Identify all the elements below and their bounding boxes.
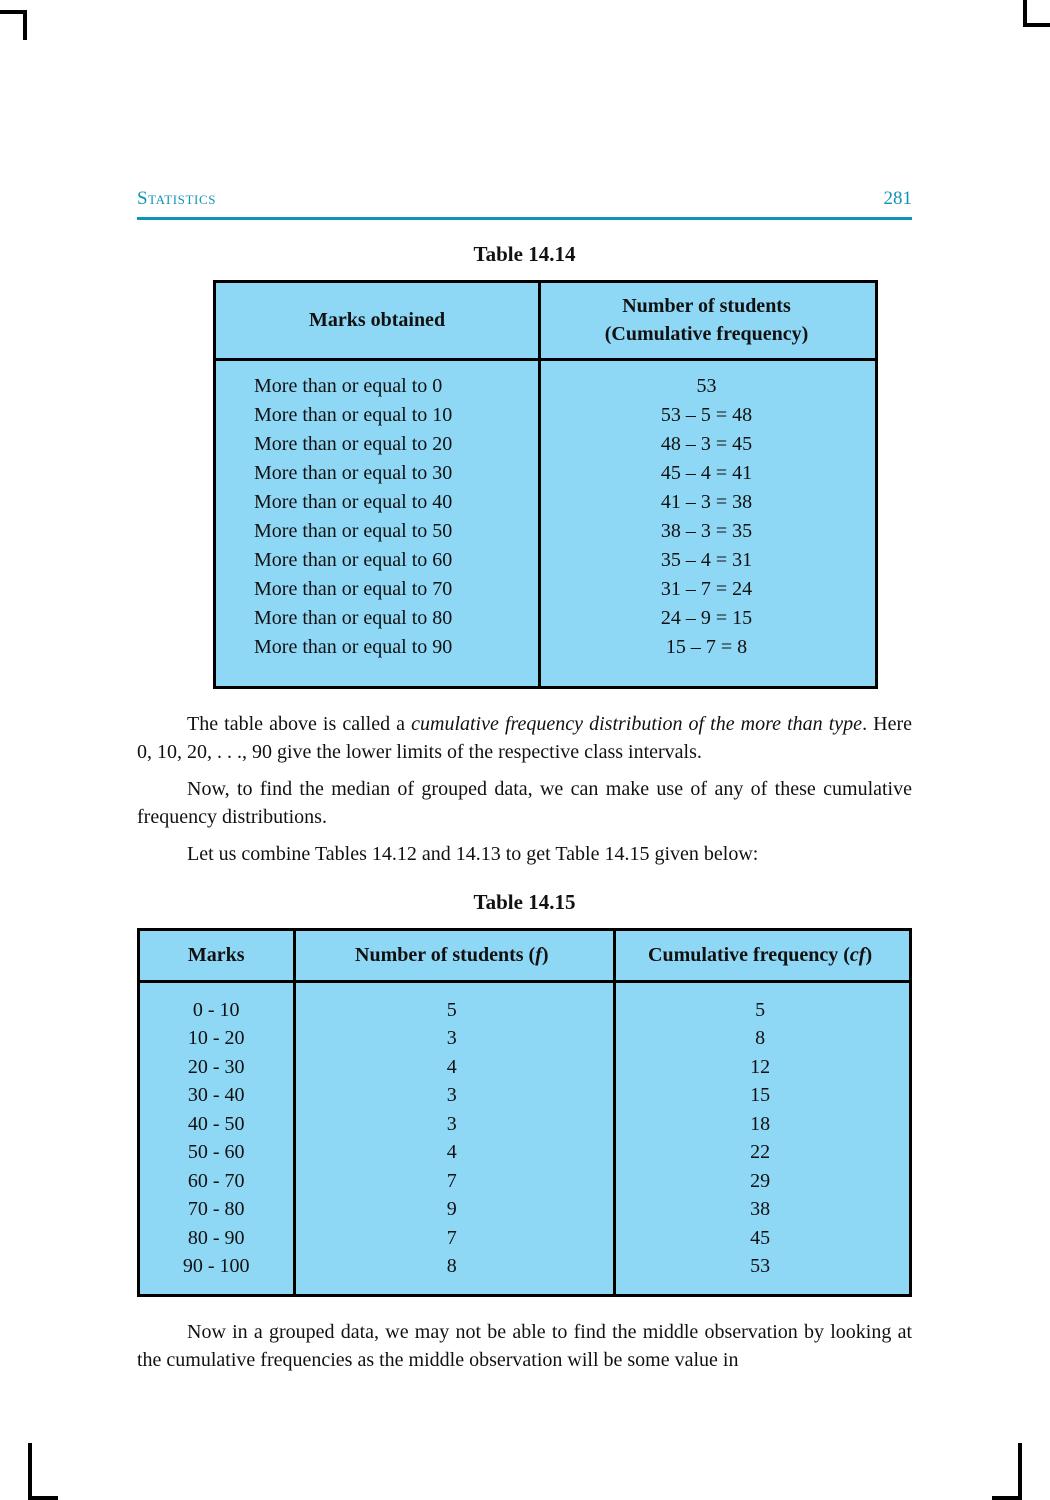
cell-students: 7: [446, 1226, 457, 1249]
table-row: [216, 633, 875, 662]
column-divider: [293, 931, 296, 1294]
cell-marks: 20 - 30: [187, 1055, 245, 1078]
header-italic-f: f: [535, 944, 542, 966]
row-value: 53: [696, 375, 717, 397]
cell-cf: 18: [750, 1112, 771, 1135]
cell-marks: 10 - 20: [187, 1027, 245, 1050]
paragraph-text: The table above is called a: [187, 713, 412, 735]
header-line-1: Number of students: [622, 295, 791, 317]
table-row: [140, 1110, 909, 1139]
cell-students: 5: [446, 998, 457, 1021]
row-value: 48 – 3 = 45: [660, 433, 753, 455]
table-header-row: [216, 283, 875, 361]
cell-students: 4: [446, 1141, 457, 1164]
crop-mark-top-right: [1023, 0, 1050, 27]
cell-cf: 22: [750, 1141, 771, 1164]
cell-marks: 50 - 60: [187, 1141, 245, 1164]
paragraph-combine-tables: Let us combine Tables 14.12 and 14.13 to get Table 14.15 given below:: [187, 843, 759, 865]
row-label: More than or equal to 90: [254, 636, 453, 658]
row-value: 53 – 5 = 48: [660, 404, 753, 426]
cell-cf: 15: [750, 1084, 771, 1107]
table-row: [216, 401, 875, 430]
cell-students: 8: [446, 1255, 457, 1278]
cell-students: 3: [446, 1084, 457, 1107]
table-row: [140, 1224, 909, 1253]
running-header: [137, 188, 912, 210]
row-label: More than or equal to 10: [254, 404, 453, 426]
column-divider: [538, 283, 541, 686]
table-row: [216, 575, 875, 604]
cell-marks: 90 - 100: [182, 1255, 250, 1278]
row-label: More than or equal to 60: [254, 549, 453, 571]
crop-mark-bottom-right: [992, 1443, 1022, 1500]
column-header-marks: Marks: [187, 944, 245, 966]
header-text: Cumulative frequency (: [648, 944, 850, 966]
table-row: [216, 546, 875, 575]
table-row: [216, 604, 875, 633]
table-row: [140, 1082, 909, 1111]
table-row: [216, 517, 875, 546]
row-label: More than or equal to 0: [254, 375, 443, 397]
row-value: 31 – 7 = 24: [660, 578, 753, 600]
table-row: [140, 1253, 909, 1282]
cell-students: 4: [446, 1055, 457, 1078]
table-row: [140, 1196, 909, 1225]
cell-cf: 38: [750, 1198, 771, 1221]
table-row: [140, 1053, 909, 1082]
paragraph-italic-phrase: cumulative frequency distribution of the more than type: [411, 713, 863, 735]
table-body: [140, 983, 909, 1294]
table-row: [216, 430, 875, 459]
row-value: 41 – 3 = 38: [660, 491, 753, 513]
cell-marks: 60 - 70: [187, 1169, 245, 1192]
table-header-row: [140, 931, 909, 983]
cell-marks: 0 - 10: [192, 998, 240, 1021]
cell-marks: 70 - 80: [187, 1198, 245, 1221]
table-body: [216, 361, 875, 686]
row-value: 38 – 3 = 35: [660, 520, 753, 542]
row-value: 15 – 7 = 8: [665, 636, 748, 658]
row-value: 24 – 9 = 15: [660, 607, 753, 629]
cell-cf: 45: [750, 1226, 771, 1249]
cell-cf: 8: [755, 1027, 766, 1050]
paragraph-more-than-type: [137, 710, 912, 766]
table-row: [140, 1167, 909, 1196]
row-label: More than or equal to 20: [254, 433, 453, 455]
header-line-2: (Cumulative frequency): [604, 323, 809, 345]
column-header-number-of-students: [292, 944, 611, 967]
cell-students: 9: [446, 1198, 457, 1221]
header-text: ): [865, 944, 873, 966]
column-header-number-of-students: [538, 292, 875, 348]
table-row: [216, 372, 875, 401]
row-label: More than or equal to 40: [254, 491, 453, 513]
cell-cf: 12: [750, 1055, 771, 1078]
page-number: 281: [883, 188, 912, 209]
table-row: [216, 488, 875, 517]
running-title: Statistics: [137, 188, 217, 209]
paragraph-text: . Here 0, 10, 20, . . ., 90 give the lower limits of the respective class intervals.: [137, 713, 912, 763]
table-row: [140, 1025, 909, 1054]
row-label: More than or equal to 80: [254, 607, 453, 629]
cell-marks: 80 - 90: [187, 1226, 245, 1249]
table-14-15-title: Table 14.15: [473, 890, 576, 914]
header-italic-cf: cf: [849, 944, 866, 966]
row-label: More than or equal to 70: [254, 578, 453, 600]
cell-marks: 30 - 40: [187, 1084, 245, 1107]
table-row: [140, 996, 909, 1025]
header-rule: [137, 217, 912, 220]
paragraph-median-grouped-data: Now, to find the median of grouped data, we can make use of any of these cumulative frequency distributions.: [137, 778, 912, 828]
column-divider: [613, 931, 616, 1294]
paragraph-middle-observation: Now in a grouped data, we may not be able to find the middle observation by looking at the cumulative frequencies as the middle observation will be some value in: [137, 1321, 912, 1371]
cell-cf: 29: [750, 1169, 771, 1192]
header-text: ): [541, 944, 549, 966]
page-content: [137, 188, 912, 1374]
row-label: More than or equal to 30: [254, 462, 453, 484]
row-label: More than or equal to 50: [254, 520, 453, 542]
table-14-14: [213, 280, 878, 689]
cell-students: 7: [446, 1169, 457, 1192]
header-text: Number of students (: [355, 944, 536, 966]
table-row: [140, 1139, 909, 1168]
cell-cf: 5: [755, 998, 766, 1021]
cell-students: 3: [446, 1112, 457, 1135]
row-value: 35 – 4 = 31: [660, 549, 753, 571]
table-14-14-title: Table 14.14: [473, 242, 576, 266]
table-row: [216, 459, 875, 488]
table-14-15: [137, 928, 912, 1297]
row-value: 45 – 4 = 41: [660, 462, 753, 484]
crop-mark-top-left: [0, 10, 27, 40]
column-header-cumulative-frequency: [611, 944, 909, 967]
crop-mark-bottom-left: [28, 1443, 58, 1500]
cell-marks: 40 - 50: [187, 1112, 245, 1135]
cell-cf: 53: [750, 1255, 771, 1278]
column-header-marks-obtained: Marks obtained: [308, 308, 446, 331]
cell-students: 3: [446, 1027, 457, 1050]
